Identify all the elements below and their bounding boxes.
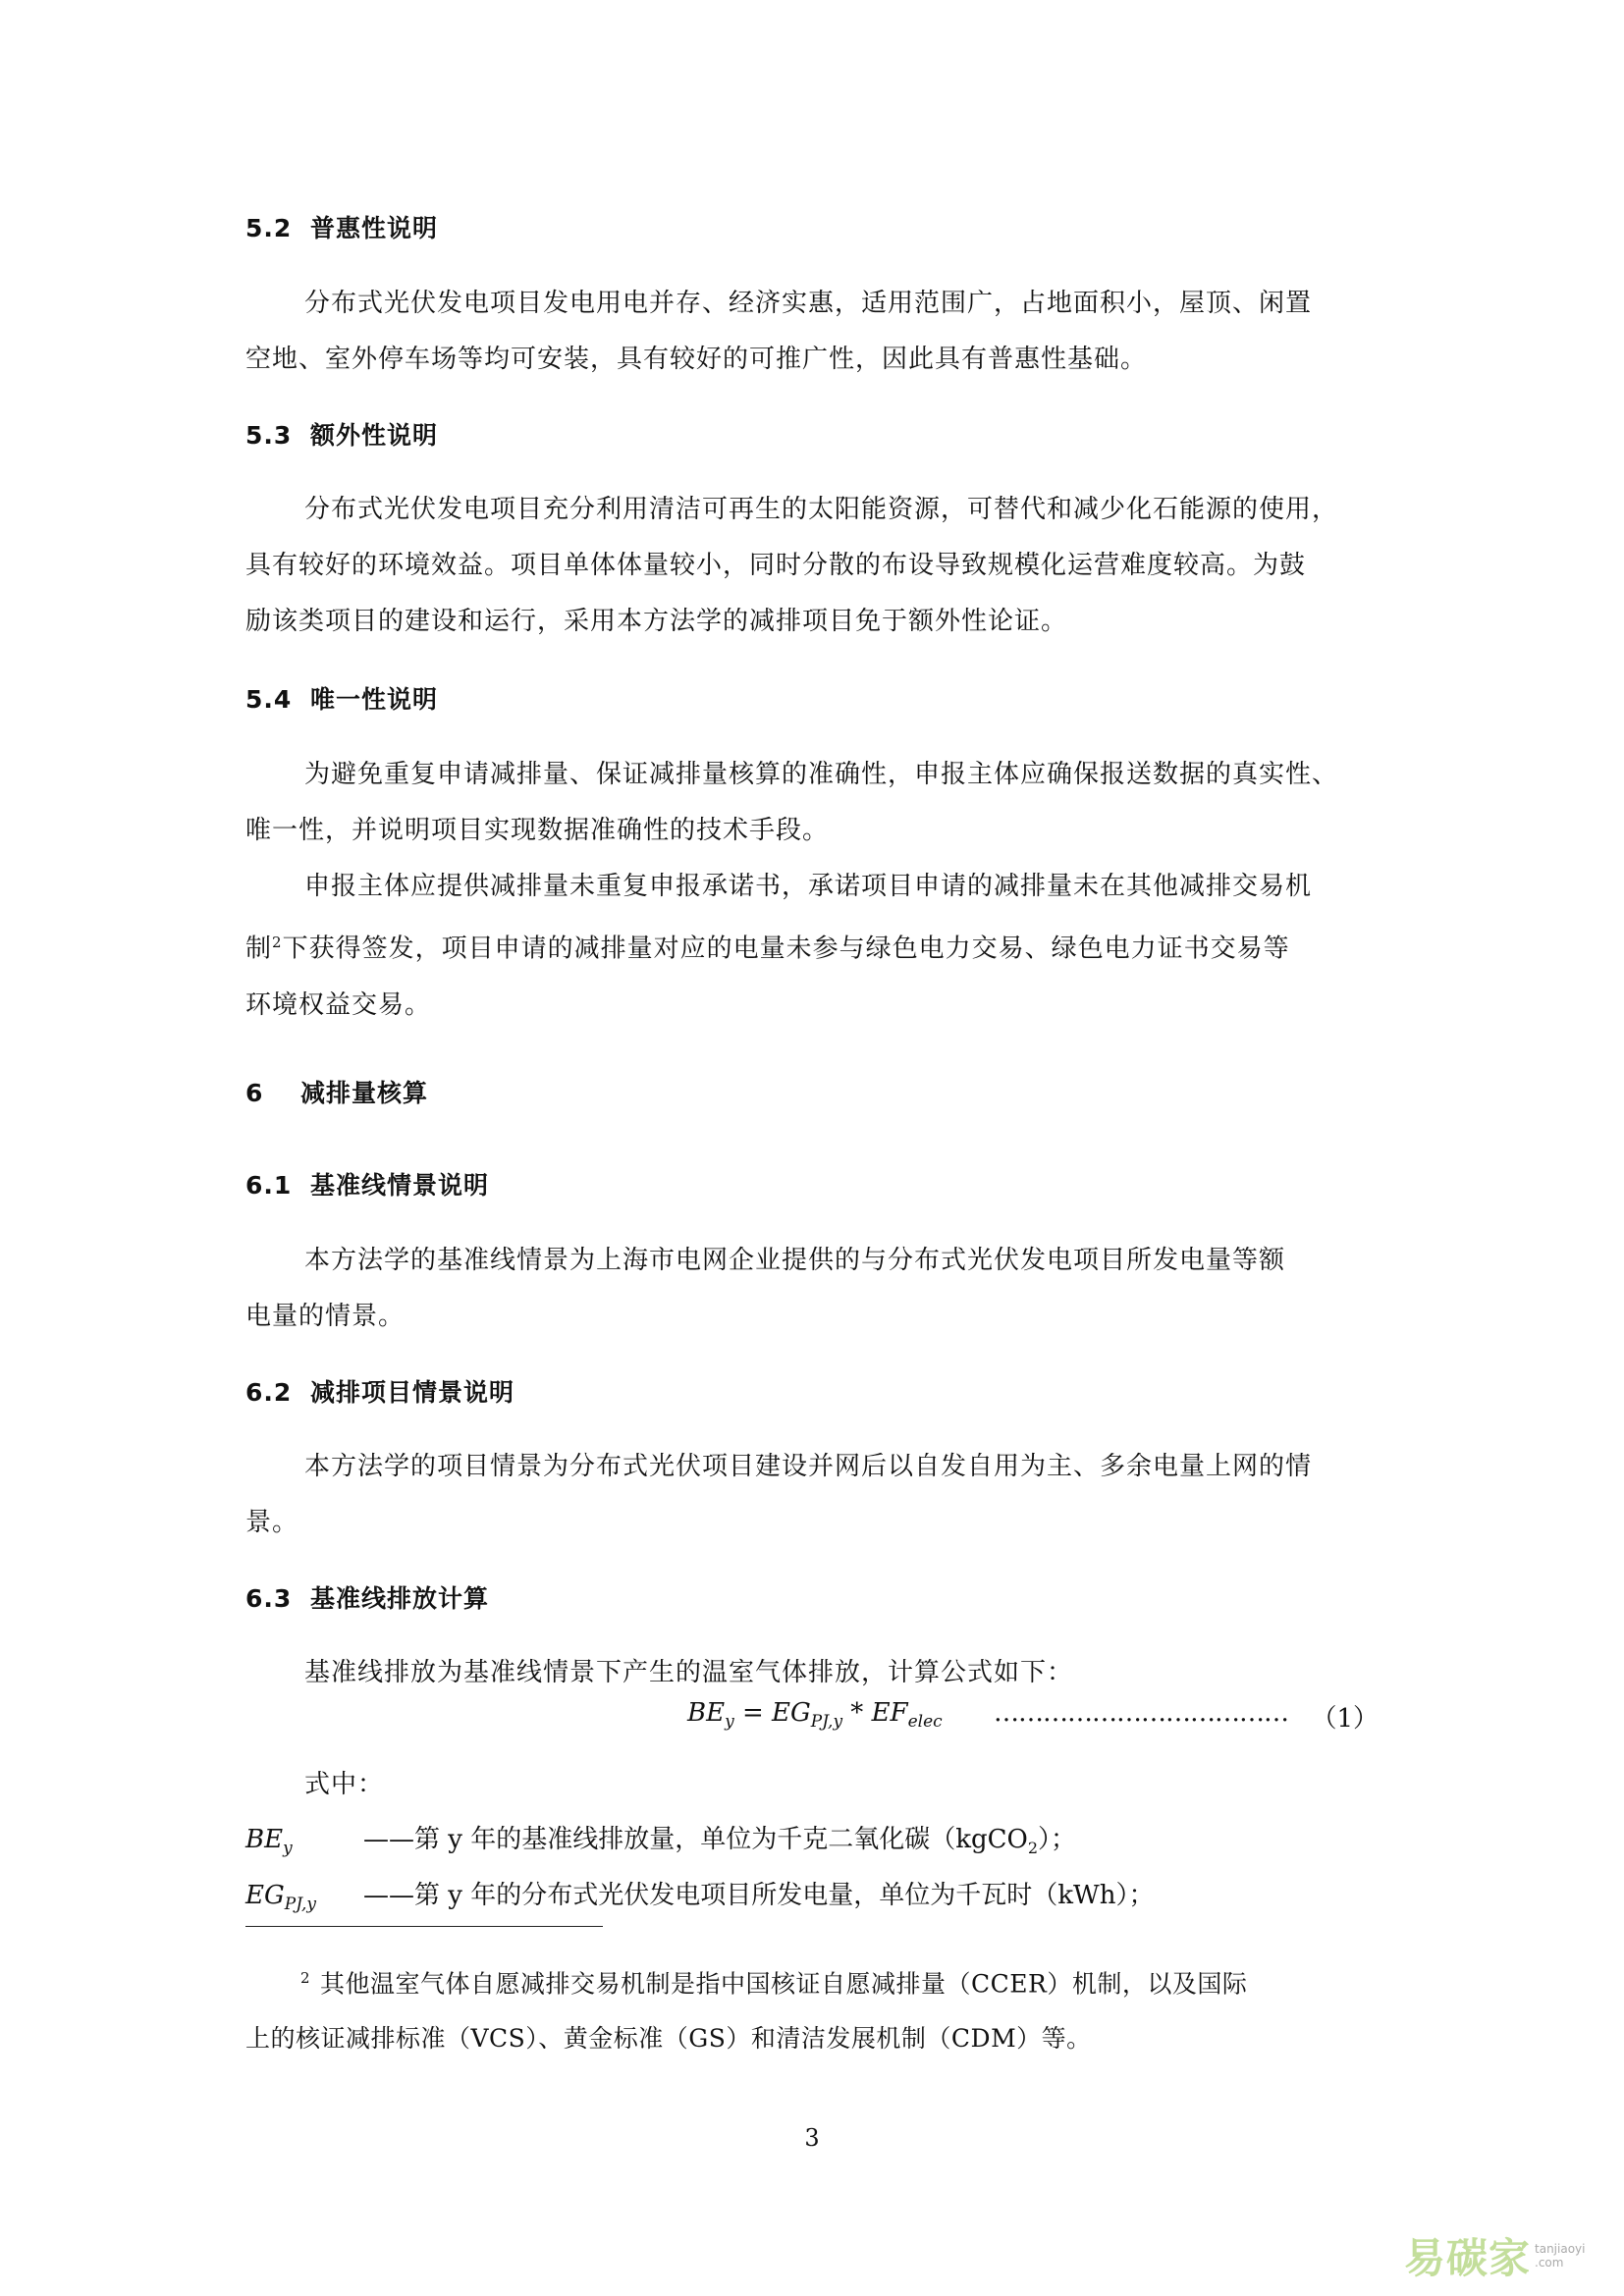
section-title: 减排项目情景说明 (310, 1378, 515, 1407)
footnote-divider (245, 1926, 603, 1927)
section-heading-5-2 (245, 209, 438, 244)
section-title: 减排量核算 (300, 1079, 429, 1107)
paragraph-line: 本方法学的项目情景为分布式光伏项目建设并网后以自发自用为主、多余电量上网的情 (304, 1452, 1313, 1481)
section-heading-6-1 (245, 1166, 489, 1201)
page-number: 3 (804, 2124, 820, 2152)
variable-definition (245, 1819, 1379, 1858)
paragraph-line: 环境权益交易。 (245, 989, 432, 1020)
variable-symbol (245, 1881, 363, 1914)
formula-lhs (687, 1698, 734, 1733)
formula-symbol: EG (245, 1881, 285, 1910)
section-title: 基准线情景说明 (310, 1171, 490, 1200)
paragraph-line: 分布式光伏发电项目充分利用清洁可再生的太阳能资源，可替代和减少化石能源的使用， (304, 495, 1339, 524)
paragraph-line: 基准线排放为基准线情景下产生的温室气体排放，计算公式如下： (304, 1658, 1074, 1687)
formula-symbol: BE (687, 1698, 726, 1728)
formula-symbol: EG (772, 1698, 811, 1728)
watermark-subtext (1535, 2242, 1585, 2269)
paragraph-5-4-b (245, 859, 1379, 1034)
section-title: 基准线排放计算 (310, 1584, 490, 1613)
formula-subscript: y (725, 1712, 734, 1733)
formula-symbol: EF (871, 1698, 908, 1728)
text-segment: 制 (245, 934, 273, 964)
paragraph-line: 分布式光伏发电项目发电用电并存、经济实惠，适用范围广，占地面积小，屋顶、闲置 (304, 289, 1313, 318)
section-number: 5.3 (245, 421, 293, 450)
watermark-en-bottom: .com (1535, 2256, 1564, 2269)
variable-symbol (245, 1825, 363, 1858)
variable-definition (245, 1875, 1379, 1914)
paragraph-6-1 (245, 1233, 1379, 1345)
formula-operator: * (842, 1698, 872, 1728)
paragraph-5-2 (245, 276, 1379, 388)
paragraph-line: 具有较好的环境效益。项目单体体量较小，同时分散的布设导致规模化运营难度较高。为鼓 (245, 551, 1307, 580)
footnote-ref: 2 (272, 934, 283, 951)
footnote-mark: 2 (300, 1969, 311, 1987)
formula-term (772, 1698, 843, 1733)
paragraph-line: 本方法学的基准线情景为上海市电网企业提供的与分布式光伏发电项目所发电量等额 (304, 1246, 1286, 1275)
formula-equals: = (733, 1698, 773, 1728)
footnote-line (245, 1950, 1379, 2011)
formula-symbol: BE (245, 1825, 284, 1854)
section-number: 5.4 (245, 685, 293, 714)
section-heading-6-2 (245, 1373, 514, 1409)
variable-description-end: ）； (1038, 1825, 1077, 1854)
section-number: 6.3 (245, 1584, 293, 1613)
equation-1 (687, 1698, 1379, 1737)
section-heading-6-3 (245, 1579, 489, 1615)
section-heading-6 (245, 1074, 428, 1109)
variable-description: ——第 y 年的分布式光伏发电项目所发电量，单位为千瓦时（kWh）； (363, 1881, 1155, 1910)
paragraph-5-3 (245, 482, 1379, 650)
formula-leader-dots: ……………………………… (994, 1698, 1288, 1728)
paragraph-line: 空地、室外停车场等均可安装，具有较好的可推广性，因此具有普惠性基础。 (245, 345, 1148, 374)
where-label: 式中： (304, 1770, 385, 1799)
text-segment: 下获得签发，项目申请的减排量对应的电量未参与绿色电力交易、绿色电力证书交易等 (282, 934, 1290, 964)
formula-subscript: PJ,y (810, 1712, 843, 1733)
watermark-logo (1404, 2230, 1600, 2281)
paragraph-line (245, 915, 1379, 978)
paragraph-line: 申报主体应提供减排量未重复申报承诺书，承诺项目申请的减排量未在其他减排交易机 (304, 872, 1313, 901)
paragraph-line: 景。 (245, 1508, 299, 1537)
section-number: 6.1 (245, 1171, 293, 1200)
paragraph-5-4-a (245, 747, 1379, 859)
formula-subscript: y (283, 1839, 293, 1859)
paragraph-line: 电量的情景。 (245, 1302, 406, 1331)
footnote (245, 1950, 1379, 2066)
section-number: 6 (245, 1079, 264, 1107)
section-number: 6.2 (245, 1378, 293, 1407)
section-title: 额外性说明 (310, 421, 439, 450)
watermark-text: 易碳家 (1404, 2234, 1532, 2282)
footnote-line: 上的核证减排标准（VCS）、黄金标准（GS）和清洁发展机制（CDM）等。 (245, 2024, 1092, 2054)
paragraph-line: 唯一性，并说明项目实现数据准确性的技术手段。 (245, 816, 830, 845)
footnote-text: 其他温室气体自愿减排交易机制是指中国核证自愿减排量（CCER）机制，以及国际 (320, 1969, 1248, 1999)
variable-description: ——第 y 年的基准线排放量，单位为千克二氧化碳（kgCO (363, 1825, 1028, 1854)
equation-number: （1） (1311, 1704, 1379, 1734)
formula-subscript: elec (907, 1712, 943, 1733)
section-title: 普惠性说明 (310, 214, 439, 242)
formula-subscript: PJ,y (284, 1895, 317, 1915)
watermark-en-top: tanjiaoyi (1535, 2242, 1586, 2256)
paragraph-line: 励该类项目的建设和运行，采用本方法学的减排项目免于额外性论证。 (245, 607, 1068, 636)
section-title: 唯一性说明 (310, 685, 439, 714)
section-number: 5.2 (245, 214, 293, 242)
formula-subscript: 2 (1027, 1839, 1039, 1858)
paragraph-line: 为避免重复申请减排量、保证减排量核算的准确性，申报主体应确保报送数据的真实性、 (304, 760, 1339, 789)
paragraph-6-3 (245, 1645, 1379, 1701)
paragraph-6-2 (245, 1439, 1379, 1551)
formula-term (871, 1698, 943, 1733)
section-heading-5-3 (245, 416, 438, 452)
section-heading-5-4 (245, 680, 438, 716)
